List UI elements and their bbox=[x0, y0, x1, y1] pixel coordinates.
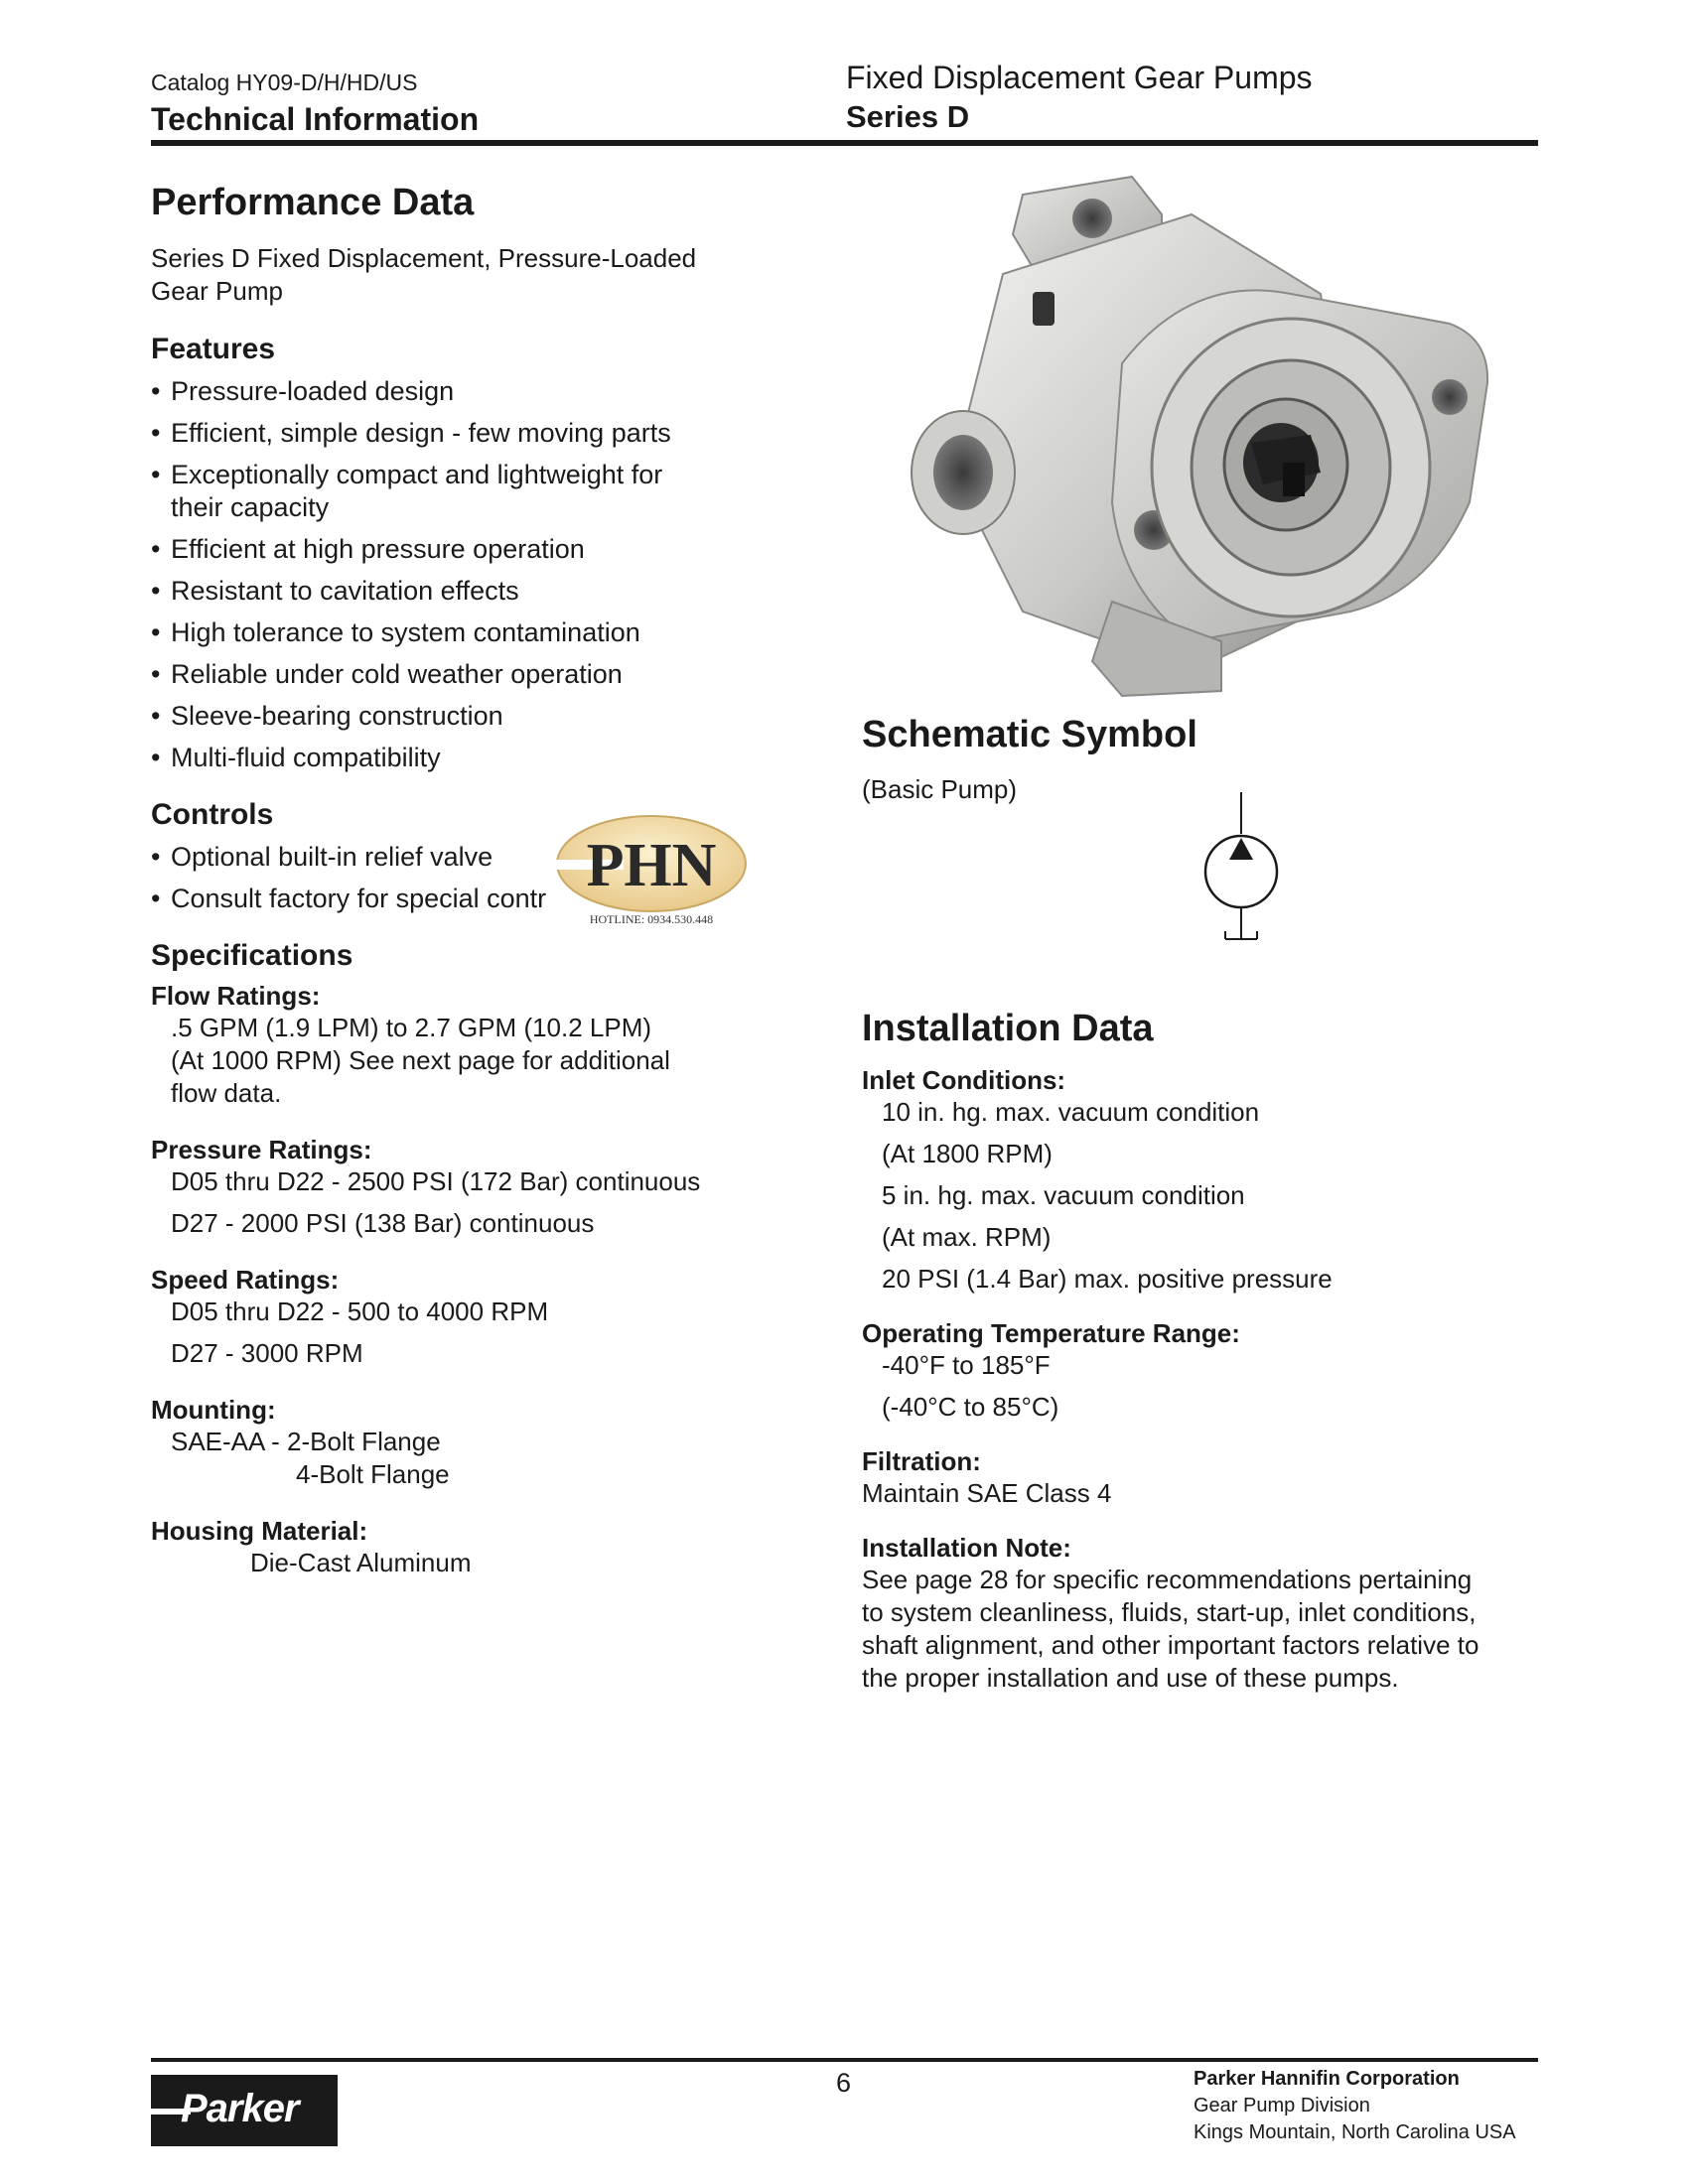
mounting-line: 4-Bolt Flange bbox=[296, 1459, 450, 1489]
list-item: • Efficient at high pressure operation bbox=[151, 533, 786, 566]
inlet-condition-line: (At max. RPM) bbox=[882, 1222, 1052, 1252]
phn-watermark bbox=[552, 812, 751, 931]
flow-ratings-label: Flow Ratings: bbox=[151, 981, 321, 1011]
controls-title: Controls bbox=[151, 798, 274, 831]
pressure-rating-line: D05 thru D22 - 2500 PSI (172 Bar) continuous bbox=[171, 1166, 701, 1196]
filtration-label: Filtration: bbox=[862, 1446, 981, 1476]
header-rule bbox=[151, 140, 1538, 146]
phn-logo-text: PHN bbox=[586, 832, 717, 899]
gear-pump-illustration-icon bbox=[894, 175, 1501, 703]
speed-rating-line: D05 thru D22 - 500 to 4000 RPM bbox=[171, 1297, 549, 1326]
page-number: 6 bbox=[836, 2068, 852, 2098]
installation-data-title: Installation Data bbox=[862, 1008, 1154, 1049]
inlet-condition-line: (At 1800 RPM) bbox=[882, 1139, 1053, 1168]
installation-note-label: Installation Note: bbox=[862, 1533, 1071, 1563]
speed-ratings-label: Speed Ratings: bbox=[151, 1265, 340, 1295]
operating-temperature-label: Operating Temperature Range: bbox=[862, 1318, 1240, 1348]
phn-hotline: HOTLINE: 0934.530.448 bbox=[589, 912, 714, 926]
speed-rating-line: D27 - 3000 RPM bbox=[171, 1338, 363, 1368]
performance-subtitle-line-2: Gear Pump bbox=[151, 276, 283, 306]
list-item: • Consult factory for special contr bbox=[151, 883, 786, 915]
company-location: Kings Mountain, North Carolina USA bbox=[1194, 2121, 1516, 2143]
division-name: Gear Pump Division bbox=[1194, 2095, 1370, 2116]
filtration-value: Maintain SAE Class 4 bbox=[862, 1478, 1112, 1508]
flow-rating-line: .5 GPM (1.9 LPM) to 2.7 GPM (10.2 LPM) bbox=[171, 1013, 652, 1042]
footer-rule bbox=[151, 2058, 1538, 2062]
installation-data-section bbox=[862, 1007, 1547, 1695]
performance-data-title: Performance Data bbox=[151, 182, 475, 223]
inlet-conditions-label: Inlet Conditions: bbox=[862, 1065, 1066, 1095]
parker-logo-text: Parker bbox=[181, 2087, 299, 2130]
company-name: Parker Hannifin Corporation bbox=[1194, 2068, 1460, 2090]
inlet-condition-line: 20 PSI (1.4 Bar) max. positive pressure bbox=[882, 1264, 1333, 1294]
performance-subtitle-line-1: Series D Fixed Displacement, Pressure-Loaded bbox=[151, 243, 697, 273]
parker-logo bbox=[151, 2075, 338, 2146]
pressure-rating-line: D27 - 2000 PSI (138 Bar) continuous bbox=[171, 1208, 595, 1238]
mounting-label: Mounting: bbox=[151, 1395, 276, 1425]
pump-schematic-symbol bbox=[1203, 792, 1279, 943]
series-heading: Series D bbox=[846, 99, 970, 134]
installation-note-line: shaft alignment, and other important factors relative to bbox=[862, 1630, 1479, 1660]
hydraulic-pump-symbol-icon bbox=[1203, 792, 1279, 943]
list-item: • Reliable under cold weather operation bbox=[151, 658, 786, 691]
inlet-condition-line: 10 in. hg. max. vacuum condition bbox=[882, 1097, 1260, 1127]
list-item: • Pressure-loaded design bbox=[151, 375, 786, 408]
flow-rating-line: (At 1000 RPM) See next page for additional bbox=[171, 1045, 670, 1075]
list-item: • Multi-fluid compatibility bbox=[151, 742, 786, 774]
temperature-line: (-40°C to 85°C) bbox=[882, 1392, 1059, 1422]
installation-note-line: See page 28 for specific recommendations pertaining bbox=[862, 1565, 1473, 1594]
schematic-symbol-title: Schematic Symbol bbox=[862, 714, 1197, 755]
list-item: • High tolerance to system contamination bbox=[151, 616, 786, 649]
inlet-condition-line: 5 in. hg. max. vacuum condition bbox=[882, 1180, 1245, 1210]
document-title: Fixed Displacement Gear Pumps bbox=[846, 60, 1313, 95]
mounting-line: SAE-AA - 2-Bolt Flange bbox=[171, 1427, 441, 1456]
list-item: • Efficient, simple design - few moving parts bbox=[151, 417, 786, 450]
pressure-ratings-label: Pressure Ratings: bbox=[151, 1135, 372, 1164]
phn-logo-icon bbox=[552, 812, 751, 931]
installation-note-line: to system cleanliness, fluids, start-up, inlet conditions, bbox=[862, 1597, 1477, 1627]
features-title: Features bbox=[151, 333, 276, 365]
housing-material-value: Die-Cast Aluminum bbox=[250, 1548, 472, 1577]
specifications-title: Specifications bbox=[151, 939, 353, 972]
technical-information-heading: Technical Information bbox=[151, 101, 480, 137]
housing-material-label: Housing Material: bbox=[151, 1516, 368, 1546]
temperature-line: -40°F to 185°F bbox=[882, 1350, 1051, 1380]
list-item: • Sleeve-bearing construction bbox=[151, 700, 786, 733]
list-item: • Optional built-in relief valve bbox=[151, 841, 786, 874]
schematic-caption: (Basic Pump) bbox=[862, 774, 1018, 804]
catalog-number: Catalog HY09-D/H/HD/US bbox=[151, 69, 418, 95]
features-list bbox=[151, 375, 786, 774]
list-item: • Resistant to cavitation effects bbox=[151, 575, 786, 608]
pump-photo bbox=[894, 175, 1501, 703]
installation-note-line: the proper installation and use of these pumps. bbox=[862, 1663, 1399, 1693]
flow-rating-line: flow data. bbox=[171, 1078, 282, 1108]
list-item: • Exceptionally compact and lightweight for their capacity bbox=[151, 459, 707, 524]
